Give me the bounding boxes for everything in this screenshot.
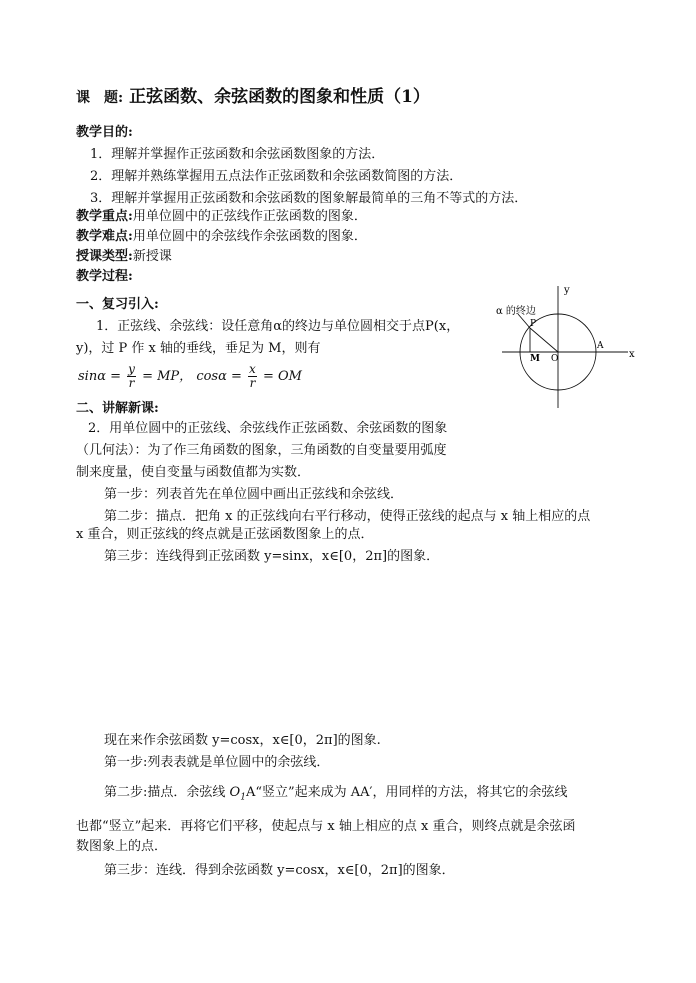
sine-step-3: 第三步：连线得到正弦函数 y=sinx，x∈[0，2π]的图象． xyxy=(104,549,440,564)
o-label: O xyxy=(551,354,559,364)
cosine-step-2-pre: 第二步:描点．余弦线 xyxy=(104,785,226,800)
cosine-step-2c: 数图象上的点． xyxy=(76,839,168,854)
key-point-text: 用单位圆中的正弦线作正弦函数的图象． xyxy=(132,209,367,224)
unit-circle-diagram xyxy=(496,284,638,410)
sin-numerator: y xyxy=(128,362,135,376)
sin-rhs: = MP， xyxy=(142,369,193,384)
review-line-1: 1．正弦线、余弦线：设任意角α的终边与单位圆相交于点P(x， xyxy=(96,319,460,334)
terminal-label: α 的终边 xyxy=(496,306,536,317)
objectives-heading: 教学目的: xyxy=(76,125,133,140)
o1-symbol xyxy=(229,785,246,803)
difficulty-label: 教学难点: xyxy=(76,229,133,244)
y-axis-label: y xyxy=(564,285,570,296)
x-axis-label: x xyxy=(629,349,635,360)
key-point-label: 教学重点: xyxy=(76,209,133,224)
a-label: A xyxy=(597,341,604,351)
cos-lhs: cosα = xyxy=(196,369,242,384)
sin-cos-formula xyxy=(78,362,302,392)
difficulty-point xyxy=(76,228,367,246)
m-label: M xyxy=(530,354,540,364)
o-letter: O xyxy=(229,785,241,800)
cosine-step-2b: 也都“竖立”起来．再将它们平移，使起点与 x 轴上相应的点 x 重合，则终点就是余弦函 xyxy=(76,819,576,834)
cosine-step-1: 第一步:列表表就是单位圆中的余弦线． xyxy=(104,755,330,770)
objective-item: 2．理解并熟练掌握用五点法作正弦函数和余弦函数简图的方法． xyxy=(90,169,463,184)
new-lesson-line-3: 制来度量，使自变量与函数值都为实数． xyxy=(76,465,311,480)
cosine-step-2-post: A“竖立”起来成为 AA′，用同样的方法，将其它的余弦线 xyxy=(245,785,568,800)
difficulty-text: 用单位圆中的余弦线作余弦函数的图象． xyxy=(132,229,367,244)
lesson-type xyxy=(76,248,172,266)
cos-denominator: r xyxy=(249,376,256,390)
title-label: 课 题: xyxy=(76,90,124,106)
o-subscript: 1 xyxy=(240,792,246,803)
sine-step-2b: x 重合，则正弦线的终点就是正弦函数图象上的点． xyxy=(76,527,374,542)
lesson-type-text: 新授课 xyxy=(132,249,172,264)
title-text: 正弦函数、余弦函数的图象和性质（1） xyxy=(129,87,430,107)
sin-denominator: r xyxy=(128,376,135,390)
review-heading: 一、复习引入: xyxy=(76,297,159,312)
cos-fraction xyxy=(248,363,257,390)
sin-fraction xyxy=(127,363,136,390)
review-line-2: y)，过 P 作 x 轴的垂线，垂足为 M，则有 xyxy=(76,341,321,356)
terminal-side xyxy=(530,328,558,352)
objective-item: 3．理解并掌握用正弦函数和余弦函数的图象解最简单的三角不等式的方法． xyxy=(90,191,528,206)
objective-item: 1．理解并掌握作正弦函数和余弦函数图象的方法． xyxy=(90,147,385,162)
sin-lhs: sinα = xyxy=(78,369,122,384)
new-lesson-line-1: 2．用单位圆中的正弦线、余弦线作正弦函数、余弦函数的图象 xyxy=(88,421,448,436)
lesson-type-label: 授课类型: xyxy=(76,249,133,264)
key-point xyxy=(76,208,367,226)
cosine-step-3: 第三步：连线．得到余弦函数 y=cosx，x∈[0，2π]的图象． xyxy=(104,863,455,878)
cos-rhs: = OM xyxy=(262,369,302,384)
sine-step-2a: 第二步：描点．把角 x 的正弦线向右平行移动，使得正弦线的起点与 x 轴上相应的点 xyxy=(104,509,591,524)
sine-step-1: 第一步：列表首先在单位圆中画出正弦线和余弦线． xyxy=(104,487,404,502)
p-label: P xyxy=(530,319,537,329)
new-lesson-line-2: （几何法）：为了作三角函数的图象，三角函数的自变量要用弧度 xyxy=(76,443,447,458)
new-lesson-heading: 二、讲解新课: xyxy=(76,401,159,416)
process-heading: 教学过程: xyxy=(76,269,133,284)
cosine-step-2 xyxy=(104,784,567,807)
cos-numerator: x xyxy=(249,362,256,376)
cosine-intro: 现在来作余弦函数 y=cosx，x∈[0，2π]的图象. xyxy=(104,733,381,748)
page-title xyxy=(76,88,430,107)
